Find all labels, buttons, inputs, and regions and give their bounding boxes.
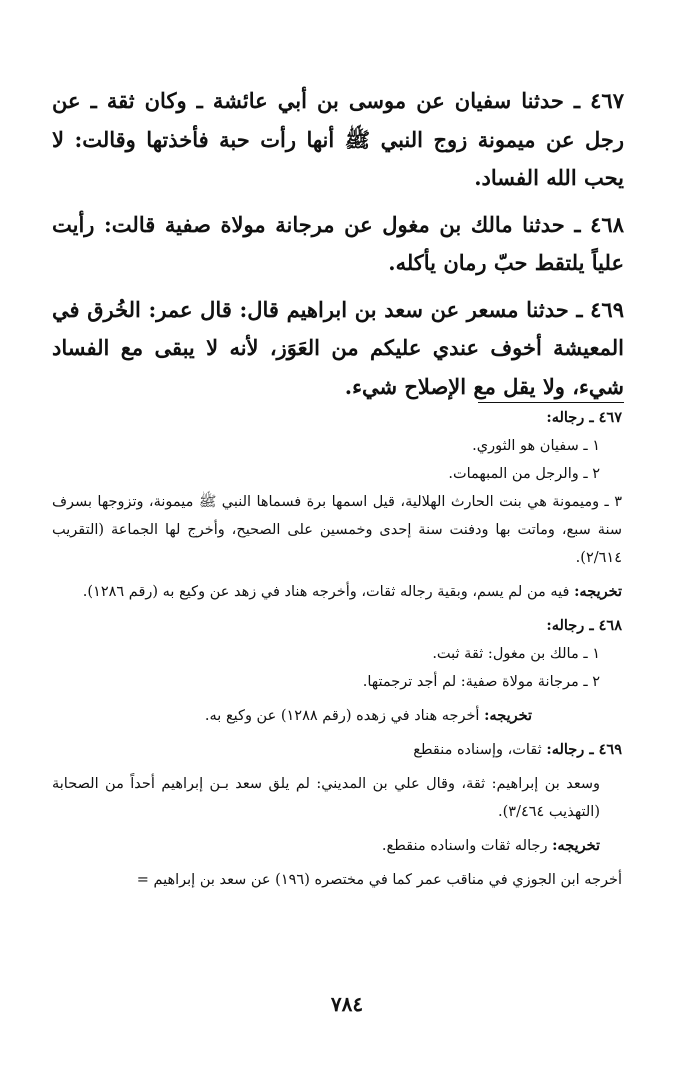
note-469-heading-rest: ثقات، وإسناده منقطع [413, 742, 547, 758]
note-468-takhrij [52, 702, 622, 730]
takhrij-text: فيه من لم يسم، وبقية رجاله ثقات، وأخرجه هناد في زهد عن وكيع به (رقم ١٢٨٦). [82, 584, 575, 600]
footnote-separator [478, 402, 624, 403]
hadith-467: ٤٦٧ ـ حدثنا سفيان عن موسى بن أبي عائشة ـ وكان ثقة ـ عن رجل عن ميمونة زوج النبي ﷺ أنها رأت حبة فأخذتها وقالت: لا يحب الله الفساد. [52, 88, 624, 190]
footnotes [52, 404, 622, 894]
note-467-line-3: ٣ ـ وميمونة هي بنت الحارث الهلالية، قيل اسمها برة فسماها النبي ﷺ ميمونة، وتزوجها بسرف سنة سبع، وماتت بها ودفنت سنة إحدى وخمسين على الصحيح، وأخرج لها الجماعة (التقريب ٢/٦١٤). [52, 494, 622, 566]
note-469-line-2: أخرجه ابن الجوزي في مناقب عمر كما في مختصره (١٩٦) عن سعد بن إبراهيم = [136, 872, 622, 888]
main-text [52, 82, 624, 414]
takhrij-label: تخريجه: [574, 583, 622, 600]
note-468-heading: ٤٦٨ ـ رجاله: [546, 617, 622, 634]
note-469-line-1: وسعد بن إبراهيم: ثقة، وقال علي بن المديني: لم يلق سعد بـن إبراهيم أحداً من الصحابة (التهذيب ٣/٤٦٤). [52, 776, 600, 820]
note-469-heading-label: ٤٦٩ ـ رجاله: [546, 741, 622, 758]
takhrij-text: أخرجه هناد في زهده (رقم ١٢٨٨) عن وكيع به. [204, 708, 485, 724]
note-467-heading: ٤٦٧ ـ رجاله: [546, 409, 622, 426]
note-467-takhrij [52, 578, 622, 606]
note-469-heading [52, 736, 622, 764]
takhrij-label: تخريجه: [484, 707, 532, 724]
note-467-line-1: ١ ـ سفيان هو الثوري. [472, 438, 600, 454]
page-number: ٧٨٤ [330, 992, 364, 1016]
note-468-line-1: ١ ـ مالك بن مغول: ثقة ثبت. [432, 646, 600, 662]
takhrij-text: رجاله ثقات واسناده منقطع. [381, 838, 553, 854]
note-467-line-2: ٢ ـ والرجل من المبهمات. [448, 466, 600, 482]
hadith-469: ٤٦٩ ـ حدثنا مسعر عن سعد بن ابراهيم قال: قال عمر: الخُرق في المعيشة أخوف عندي عليكم من العَوَز، لأنه لا يبقى مع الفساد شيء، ولا يقل مع الإصلاح شيء. [52, 296, 624, 399]
takhrij-label: تخريجه: [552, 837, 600, 854]
hadith-468: ٤٦٨ ـ حدثنا مالك بن مغول عن مرجانة مولاة صفية قالت: رأيت علياً يلتقط حبّ رمان يأكله. [52, 211, 624, 275]
note-469-takhrij [52, 832, 622, 860]
note-468-line-2: ٢ ـ مرجانة مولاة صفية: لم أجد ترجمتها. [362, 674, 600, 690]
